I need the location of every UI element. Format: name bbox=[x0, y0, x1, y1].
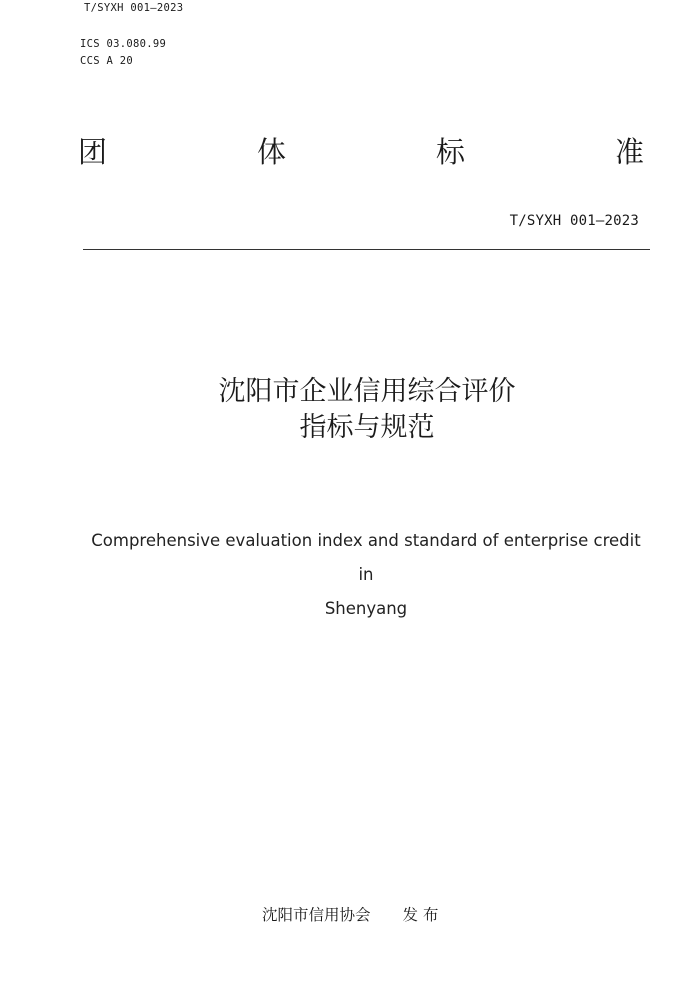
document-title bbox=[17, 374, 700, 446]
document-type-char: 体 bbox=[256, 135, 286, 169]
document-type-char: 团 bbox=[78, 135, 108, 169]
document-type-char: 标 bbox=[435, 135, 465, 169]
classification-codes bbox=[80, 36, 166, 70]
english-title bbox=[90, 524, 642, 626]
title-line-2: 指标与规范 bbox=[299, 412, 435, 443]
ics-code: ICS 03.080.99 bbox=[80, 38, 167, 50]
header-standard-code: T/SYXH 001—2023 bbox=[84, 2, 184, 14]
title-line-1: 沈阳市企业信用综合评价 bbox=[218, 376, 516, 407]
publish-label: 发 布 bbox=[402, 906, 439, 924]
english-title-line-1: Comprehensive evaluation index and standard of enterprise credit in bbox=[91, 531, 641, 584]
english-title-line-2: Shenyang bbox=[324, 599, 408, 618]
document-type-char: 准 bbox=[614, 135, 644, 169]
issuer-name: 沈阳市信用协会 bbox=[262, 906, 371, 924]
document-number: T/SYXH 001—2023 bbox=[509, 213, 639, 229]
publisher-line bbox=[262, 903, 438, 925]
header-divider bbox=[83, 249, 650, 250]
document-type-heading bbox=[78, 134, 644, 170]
ccs-code: CCS A 20 bbox=[80, 55, 133, 67]
